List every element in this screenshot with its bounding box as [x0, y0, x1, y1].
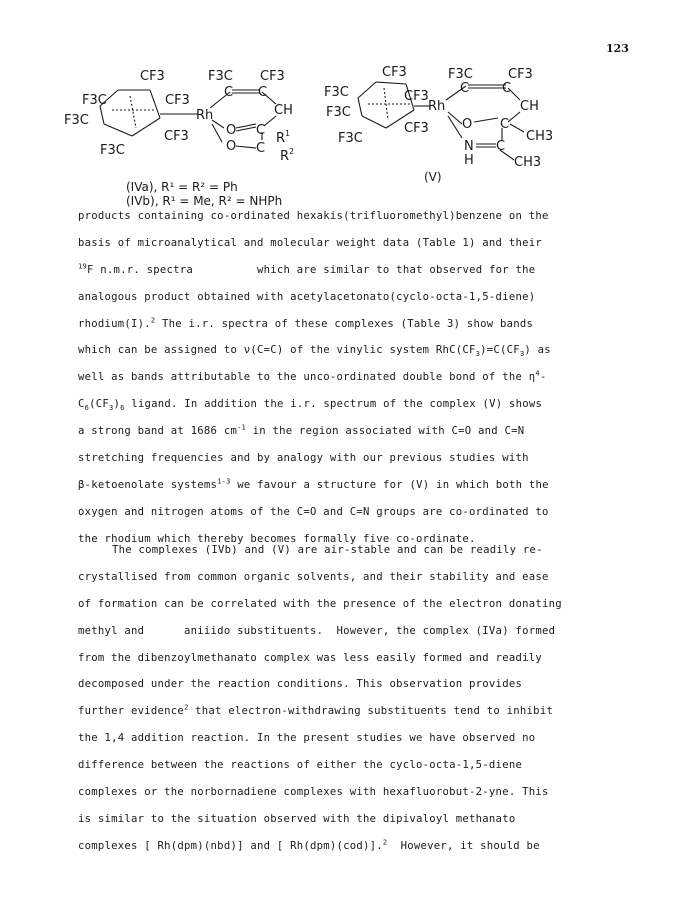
text-line: $C_6(CF_3)_6$ ligand. In addition the i.r. spectrum of the complex (V) shows — [78, 398, 543, 413]
ch-label: CH — [520, 99, 539, 114]
ring-bond — [132, 118, 160, 136]
cf3-label: CF3 — [140, 69, 165, 84]
rh-n-bond — [448, 116, 462, 138]
ch3-label: CH3 — [526, 129, 554, 144]
svg-text:1: 1 — [285, 129, 291, 138]
text-line: the 1,4 addition reaction. In the present studies we have observed no — [78, 732, 536, 745]
text-line: basis of microanalytical and molecular weight data (Table 1) and their — [78, 236, 542, 249]
text-line: well as bands attributable to the unco-ordinated double bond of the $\eta^4-$ — [78, 369, 547, 384]
text-line: β-ketoenolate systems$^{1-3}$ we favour a structure for (V) in which both the — [78, 477, 549, 491]
f3c-label: F3C — [100, 143, 125, 158]
page-number: 123 — [606, 42, 629, 55]
ring-bond — [150, 90, 160, 118]
structure-v — [324, 65, 553, 170]
o-label: O — [226, 123, 237, 138]
cf3-label: CF3 — [404, 121, 429, 136]
o-label: O — [462, 117, 473, 132]
ch-label: CH — [274, 103, 293, 118]
f3c-label: F3C — [64, 113, 89, 128]
ring-bond — [362, 116, 386, 128]
o-label: O — [226, 139, 237, 154]
c-label: C — [460, 81, 470, 96]
cf3-label: CF3 — [260, 69, 285, 84]
text-line: a strong band at 1686 $cm^{-1}$ in the region associated with C=O and C=N — [78, 423, 525, 438]
c-label: C — [500, 117, 510, 132]
c-label: C — [502, 81, 512, 96]
c-ch3-bond — [510, 124, 524, 132]
rh-o-bond — [212, 124, 222, 142]
cf3-label: CF3 — [404, 89, 429, 104]
h-label: H — [464, 153, 474, 168]
ring-bond — [376, 82, 406, 84]
text-line: crystallised from common organic solvents, and their stability and ease — [78, 570, 549, 583]
text-line: products containing co-ordinated hexakis(trifluoromethyl)benzene on the — [78, 210, 549, 222]
text-line: from the dibenzoylmethanato complex was less easily formed and readily — [78, 651, 542, 664]
scheme-captions — [126, 180, 282, 208]
text-line: is similar to the situation observed with the dipivaloyl methanato — [78, 812, 516, 825]
caption-ivb: (IVb), R¹ = Me, R² = NHPh — [126, 194, 283, 208]
o-c-bond — [236, 146, 256, 148]
c-label: C — [256, 123, 266, 138]
text-line: stretching frequencies and by analogy with our previous studies with — [78, 452, 529, 465]
o-c-bond — [474, 118, 498, 122]
c-label: C — [496, 139, 506, 154]
cf3-label: CF3 — [382, 65, 407, 80]
r2-label: R — [280, 149, 290, 164]
ch3-label: CH3 — [514, 155, 542, 170]
caption-v: (V) — [424, 170, 442, 184]
cf3-label: CF3 — [165, 93, 190, 108]
c-label: C — [256, 141, 266, 156]
text-line: difference between the reactions of either the cyclo-octa-1,5-diene — [78, 759, 523, 772]
ring-bond — [100, 106, 104, 124]
rh-o-bond — [448, 112, 462, 124]
c-label: C — [224, 85, 234, 100]
dashed-bond — [130, 96, 136, 128]
caption-iva: (IVa), R¹ = R² = Ph — [126, 180, 238, 194]
f3c-label: F3C — [324, 85, 349, 100]
f3c-label: F3C — [82, 93, 107, 108]
n-label: N — [464, 139, 474, 154]
ch-c-bond — [508, 112, 520, 122]
text-line: The complexes (IVb) and (V) are air-stable and can be readily re- — [112, 544, 543, 556]
chemical-scheme — [0, 0, 680, 180]
text-line: $^{19}$F n.m.r. spectra which are similar to that observed for the — [78, 262, 536, 276]
f3c-label: F3C — [208, 69, 233, 84]
rh-label: Rh — [196, 108, 214, 123]
cf3-label: CF3 — [164, 129, 189, 144]
text-line: analogous product obtained with acetylacetonato(cyclo-octa-1,5-diene) — [78, 290, 536, 303]
text-line: of formation can be correlated with the presence of the electron donating — [78, 597, 562, 610]
f3c-label: F3C — [338, 131, 363, 146]
r1-label: R — [276, 131, 286, 146]
text-line: rhodium(I).$^2$ The i.r. spectra of these complexes (Table 3) show bands — [78, 316, 534, 330]
f3c-label: F3C — [326, 105, 351, 120]
ring-bond — [358, 98, 362, 116]
text-line: methyl and aniiido substituents. However, the complex (IVa) formed — [78, 624, 556, 637]
text-line: which can be assigned to ν(C=C) of the vinylic system $RhC(CF_3)=C(CF_3)$ as — [78, 344, 551, 359]
text-line: the rhodium which thereby becomes formally five co-ordinate. — [78, 532, 476, 545]
text-line: decomposed under the reaction conditions. This observation provides — [78, 678, 523, 691]
cf3-label: CF3 — [508, 67, 533, 82]
ring-bond — [104, 124, 132, 136]
svg-text:2: 2 — [289, 147, 295, 156]
text-line: further evidence$^2$ that electron-withdrawing substituents tend to inhibit — [78, 703, 554, 718]
text-line: complexes [ Rh(dpm)(nbd)] and [ Rh(dpm)(cod)].$^2$ However, it should be — [78, 838, 540, 852]
text-line: oxygen and nitrogen atoms of the C=O and C=N groups are co-ordinated to — [78, 505, 549, 518]
f3c-label: F3C — [448, 67, 473, 82]
paragraph-1 — [78, 210, 558, 560]
paragraph-2 — [78, 544, 562, 867]
c-label: C — [258, 85, 268, 100]
structure-iv — [64, 69, 294, 164]
ring-bond — [358, 82, 376, 98]
text-line: complexes or the norbornadiene complexes with hexafluorobut-2-yne. This — [78, 786, 549, 799]
rh-label: Rh — [428, 99, 446, 114]
